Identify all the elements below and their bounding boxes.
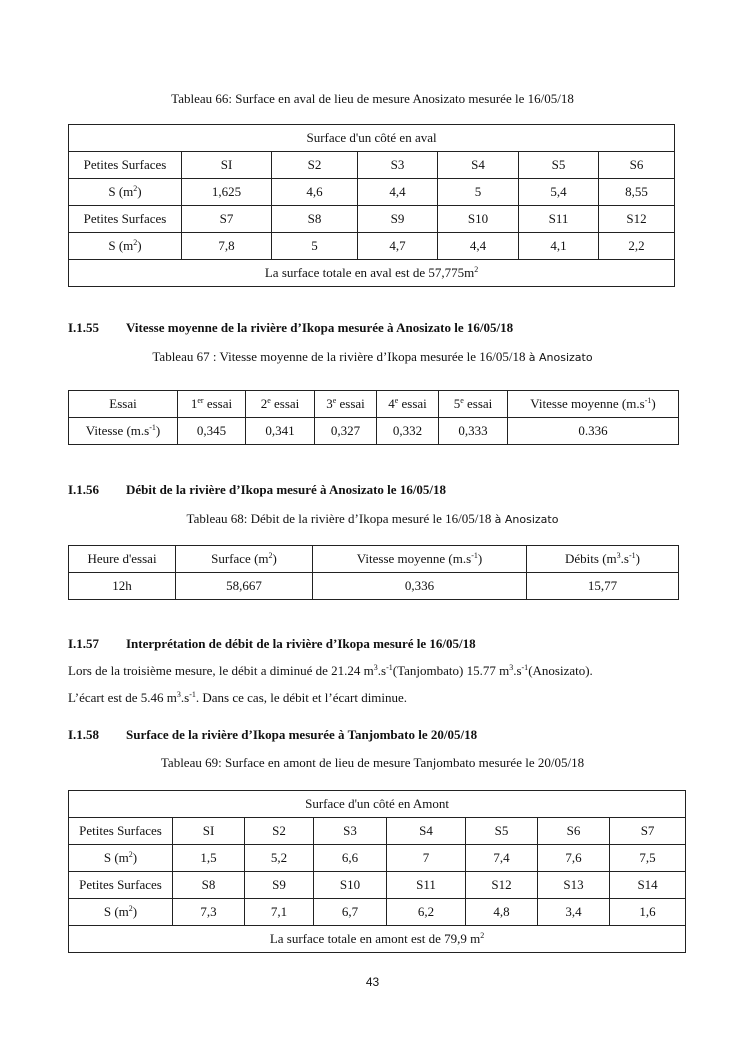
- table-cell: S13: [538, 872, 610, 899]
- table-cell: 15,77: [527, 573, 679, 600]
- table-cell: S12: [466, 872, 538, 899]
- table-cell: S7: [182, 206, 272, 233]
- table-cell: 7,4: [466, 845, 538, 872]
- table-cell: 6,2: [387, 899, 466, 926]
- table-cell: S8: [173, 872, 245, 899]
- table-cell: S14: [610, 872, 686, 899]
- table-row: [69, 546, 679, 573]
- table-cell: 4,6: [272, 179, 358, 206]
- table-cell: 0,345: [178, 418, 246, 445]
- table-cell: 5: [272, 233, 358, 260]
- table-cell: 4,8: [466, 899, 538, 926]
- table-cell: 7,5: [610, 845, 686, 872]
- col-header: 2e essai: [246, 391, 315, 418]
- table-67-caption: Tableau 67 : Vitesse moyenne de la rivière d’Ikopa mesurée le 16/05/18 à Anosizato: [152, 349, 593, 364]
- table-66-caption: Tableau 66: Surface en aval de lieu de mesure Anosizato mesurée le 16/05/18: [171, 91, 574, 106]
- table-cell: S7: [610, 818, 686, 845]
- table-row: [69, 573, 679, 600]
- table-cell: 7,6: [538, 845, 610, 872]
- table-cell: 5,2: [245, 845, 314, 872]
- table-cell: 1,5: [173, 845, 245, 872]
- table-row: [69, 845, 686, 872]
- table-cell: 0,327: [315, 418, 377, 445]
- table-cell: S2: [245, 818, 314, 845]
- table-cell: 1,6: [610, 899, 686, 926]
- row-label: Petites Surfaces: [69, 152, 182, 179]
- table-cell: 1,625: [182, 179, 272, 206]
- table-cell: 0,333: [439, 418, 508, 445]
- table-cell: SI: [173, 818, 245, 845]
- table-cell: 0.336: [508, 418, 679, 445]
- table-row: [69, 418, 679, 445]
- paragraph-line-2: L’écart est de 5.46 $m^3.s^{-1}$. Dans ce cas, le débit et l’écart diminue.: [68, 690, 408, 705]
- table-cell: 7,3: [173, 899, 245, 926]
- table-row: [69, 872, 686, 899]
- table-cell: 7: [387, 845, 466, 872]
- table-66-total: La surface totale en aval est de $57,775m^2$: [69, 260, 675, 287]
- table-cell: 6,6: [314, 845, 387, 872]
- table-cell: S6: [538, 818, 610, 845]
- table-row: [69, 899, 686, 926]
- table-cell: SI: [182, 152, 272, 179]
- table-cell: 0,341: [246, 418, 315, 445]
- row-label: S $(m^2)$: [69, 845, 173, 872]
- table-cell: S11: [519, 206, 599, 233]
- table-cell: 0,332: [377, 418, 439, 445]
- table-67: [68, 390, 679, 445]
- table-68-caption: Tableau 68: Débit de la rivière d’Ikopa mesuré le 16/05/18 à Anosizato: [186, 511, 559, 526]
- section-heading-1-57: I.1.57 Interprétation de débit de la rivière d’Ikopa mesuré le 16/05/18: [68, 636, 476, 651]
- table-69-caption: Tableau 69: Surface en amont de lieu de mesure Tanjombato mesurée le 20/05/18: [160, 755, 585, 770]
- table-cell: S10: [314, 872, 387, 899]
- table-cell: 7,1: [245, 899, 314, 926]
- col-header: Vitesse moyenne $(m.s^{-1})$: [508, 391, 679, 418]
- table-cell: 4,4: [438, 233, 519, 260]
- paragraph-interpretation: [68, 657, 688, 711]
- section-heading-1-56: I.1.56 Débit de la rivière d’Ikopa mesuré à Anosizato le 16/05/18: [68, 482, 447, 497]
- table-cell: 2,2: [599, 233, 675, 260]
- table-69-header: Surface d'un côté en Amont: [69, 791, 686, 818]
- page-number: 43: [365, 975, 380, 989]
- table-cell: 7,8: [182, 233, 272, 260]
- table-row: [69, 391, 679, 418]
- table-cell: 4,7: [358, 233, 438, 260]
- col-header: Débits $(m^3.s^{-1})$: [527, 546, 679, 573]
- section-heading-1-55: I.1.55 Vitesse moyenne de la rivière d’Ikopa mesurée à Anosizato le 16/05/18: [68, 320, 514, 335]
- row-label: Petites Surfaces: [69, 818, 173, 845]
- table-cell: S4: [387, 818, 466, 845]
- row-label: Vitesse $(m.s^{-1})$: [69, 418, 178, 445]
- table-row: [69, 206, 675, 233]
- table-cell: S3: [314, 818, 387, 845]
- col-header: 4e essai: [377, 391, 439, 418]
- table-68: [68, 545, 679, 600]
- table-cell: 6,7: [314, 899, 387, 926]
- col-header: Vitesse moyenne $(m.s^{-1})$: [313, 546, 527, 573]
- table-cell: 5: [438, 179, 519, 206]
- table-cell: 5,4: [519, 179, 599, 206]
- table-69-total: La surface totale en amont est de 79,9 $m^2$: [69, 926, 686, 953]
- table-cell: S8: [272, 206, 358, 233]
- table-cell: S9: [358, 206, 438, 233]
- table-cell: 0,336: [313, 573, 527, 600]
- row-label: S $(m^2)$: [69, 899, 173, 926]
- table-cell: S12: [599, 206, 675, 233]
- table-cell: 4,4: [358, 179, 438, 206]
- table-cell: 58,667: [176, 573, 313, 600]
- table-cell: S4: [438, 152, 519, 179]
- col-header: Surface $(m^2)$: [176, 546, 313, 573]
- table-row: [69, 818, 686, 845]
- table-66: [68, 124, 675, 287]
- col-header: Essai: [69, 391, 178, 418]
- section-heading-1-58: I.1.58 Surface de la rivière d’Ikopa mesurée à Tanjombato le 20/05/18: [68, 727, 478, 742]
- table-row: [69, 152, 675, 179]
- table-cell: S5: [519, 152, 599, 179]
- paragraph-line-1: Lors de la troisième mesure, le débit a diminué de 21.24 $m^3.s^{-1}(Tanjombato)$ 15.77 $m^3.s^{-1}(Anosizato)$.: [68, 663, 593, 678]
- table-cell: 4,1: [519, 233, 599, 260]
- col-header: 5e essai: [439, 391, 508, 418]
- row-label: S $(m^2)$: [69, 233, 182, 260]
- row-label: S $(m^2)$: [69, 179, 182, 206]
- table-cell: S3: [358, 152, 438, 179]
- col-header: Heure d'essai: [69, 546, 176, 573]
- col-header: 3e essai: [315, 391, 377, 418]
- table-cell: S5: [466, 818, 538, 845]
- table-cell: S6: [599, 152, 675, 179]
- table-cell: S2: [272, 152, 358, 179]
- table-cell: S10: [438, 206, 519, 233]
- table-row: [69, 233, 675, 260]
- table-cell: S9: [245, 872, 314, 899]
- table-cell: 8,55: [599, 179, 675, 206]
- table-cell: 12h: [69, 573, 176, 600]
- table-69: [68, 790, 686, 953]
- row-label: Petites Surfaces: [69, 206, 182, 233]
- table-66-header: Surface d'un côté en aval: [69, 125, 675, 152]
- table-cell: S11: [387, 872, 466, 899]
- row-label: Petites Surfaces: [69, 872, 173, 899]
- table-cell: 3,4: [538, 899, 610, 926]
- col-header: 1er essai: [178, 391, 246, 418]
- table-row: [69, 179, 675, 206]
